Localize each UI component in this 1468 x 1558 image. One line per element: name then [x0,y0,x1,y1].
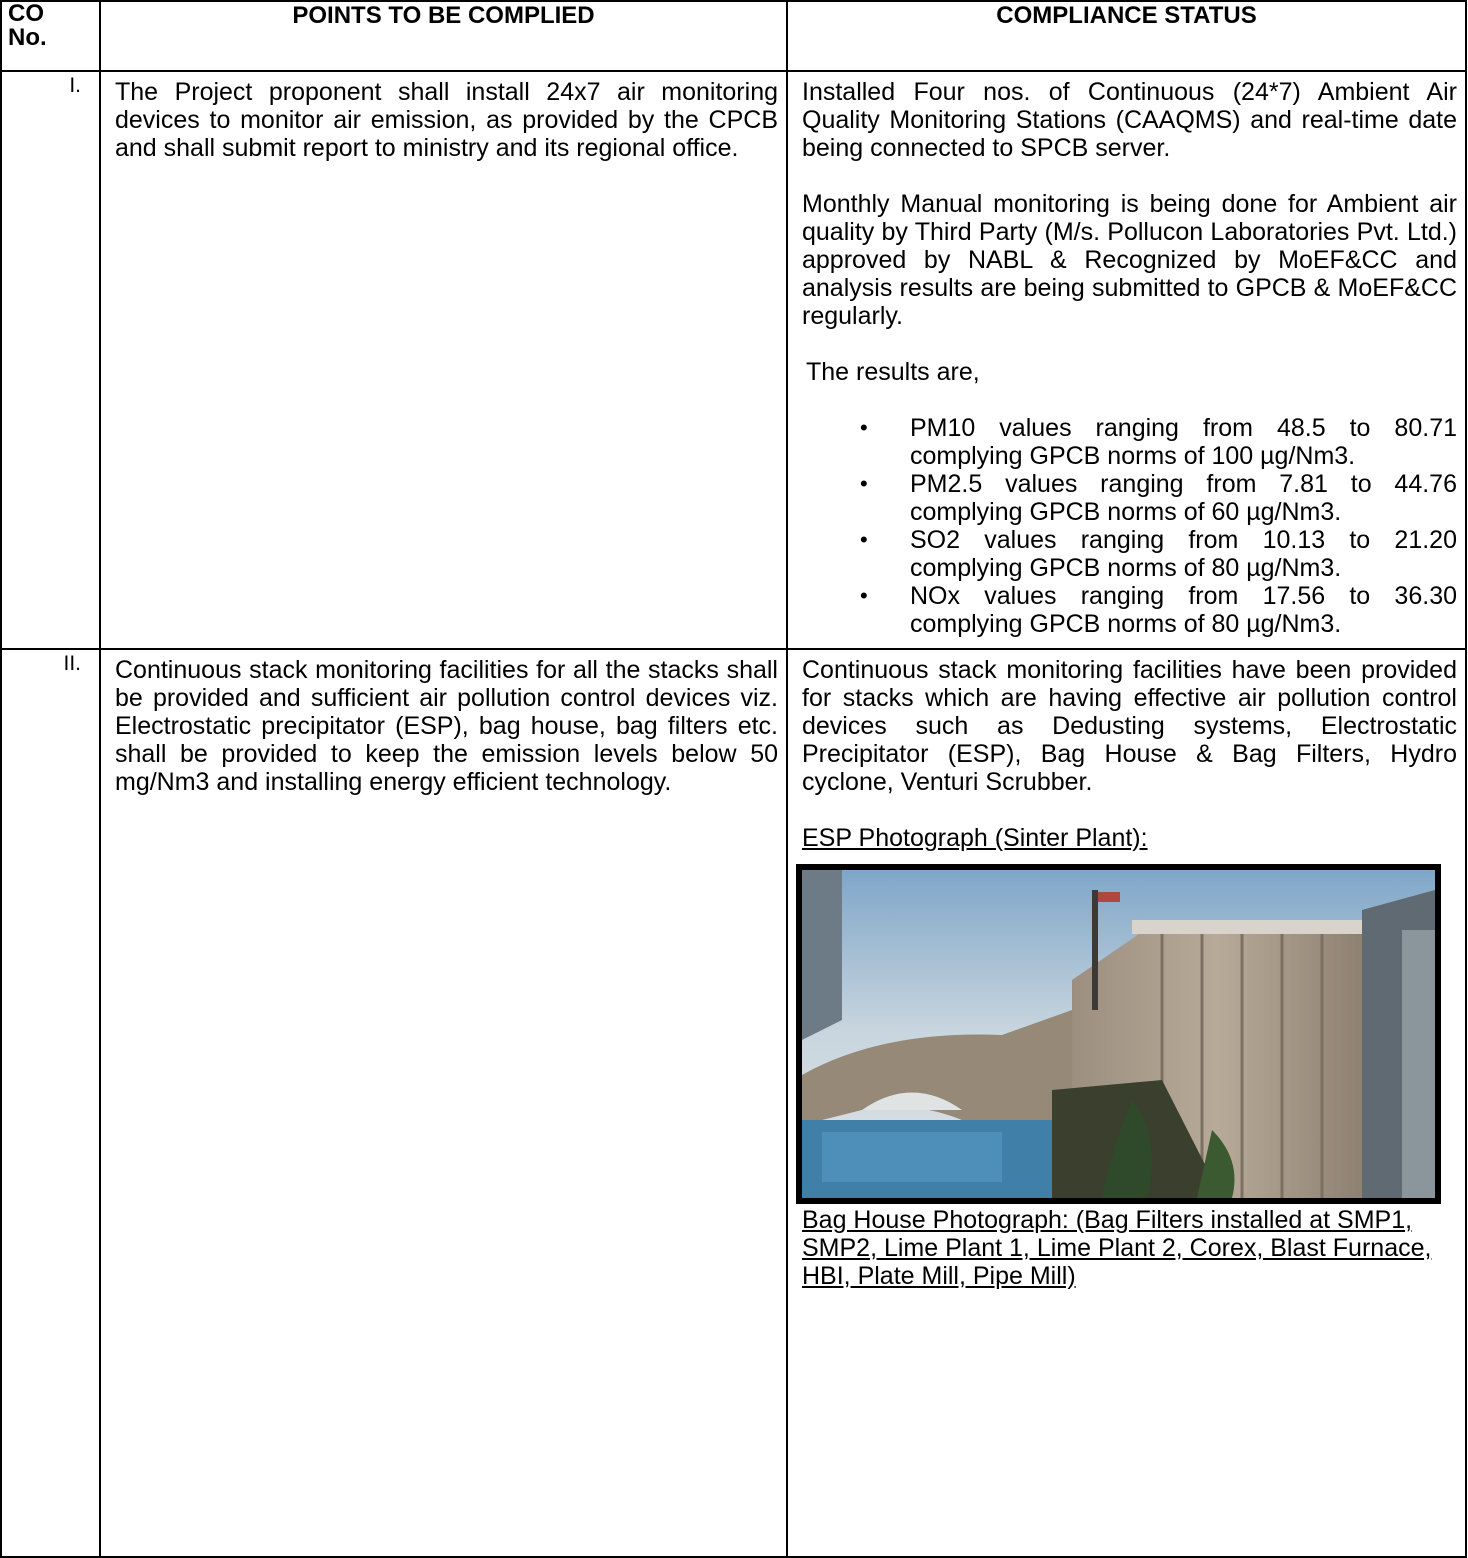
results-list [802,414,1457,638]
table-row [1,649,1466,1557]
point-cell [100,71,787,649]
row-number: II. [1,649,100,1557]
status-paragraph: Monthly Manual monitoring is being done for Ambient air quality by Third Party (M/s. Pollucon Laboratories Pvt. Ltd.) approved by NABL & Recognized by MoEF&CC and analysis results are being submitted to GPCB & MoEF&CC regularly. [802,190,1457,330]
header-co-label: CO [8,0,44,27]
header-status: COMPLIANCE STATUS [787,1,1466,71]
point-text: The Project proponent shall install 24x7 air monitoring devices to monitor air emission, as provided by the CPCB and shall submit report to ministry and its regional office. [115,78,778,162]
result-item: • SO2 values ranging from 10.13 to 21.20 complying GPCB norms of 80 µg/Nm3. [802,526,1457,582]
point-cell [100,649,787,1557]
header-no-label: No. [8,24,47,51]
status-paragraph: Continuous stack monitoring facilities have been provided for stacks which are having effective air pollution control devices such as Dedusting systems, Electrostatic Precipitator (ESP), Bag House & Bag Filters, Hydro cyclone, Venturi Scrubber. [802,656,1457,796]
result-item: • NOx values ranging from 17.56 to 36.30 complying GPCB norms of 80 µg/Nm3. [802,582,1457,638]
result-item: • PM2.5 values ranging from 7.81 to 44.76 complying GPCB norms of 60 µg/Nm3. [802,470,1457,526]
esp-photograph [796,864,1441,1204]
bag-house-caption: Bag House Photograph: (Bag Filters installed at SMP1, SMP2, Lime Plant 1, Lime Plant 2, Corex, Blast Furnace, HBI, Plate Mill, Pipe Mill) [802,1206,1432,1290]
status-cell [787,649,1466,1557]
results-intro: The results are, [806,358,980,386]
header-co-no [1,1,100,71]
status-paragraph: Installed Four nos. of Continuous (24*7) Ambient Air Quality Monitoring Stations (CAAQMS) and real-time date being connected to SPCB server. [802,78,1457,162]
header-points: POINTS TO BE COMPLIED [100,1,787,71]
row-number: I. [1,71,100,649]
header-row [1,1,1466,71]
status-cell [787,71,1466,649]
point-text: Continuous stack monitoring facilities for all the stacks shall be provided and sufficient air pollution control devices viz. Electrostatic precipitator (ESP), bag house, bag filters etc. shall be provided to keep the emission levels below 50 mg/Nm3 and installing energy efficient technology. [115,656,778,796]
result-item: • PM10 values ranging from 48.5 to 80.71 complying GPCB norms of 100 µg/Nm3. [802,414,1457,470]
photo-caption: ESP Photograph (Sinter Plant): [802,824,1148,852]
table-row [1,71,1466,649]
